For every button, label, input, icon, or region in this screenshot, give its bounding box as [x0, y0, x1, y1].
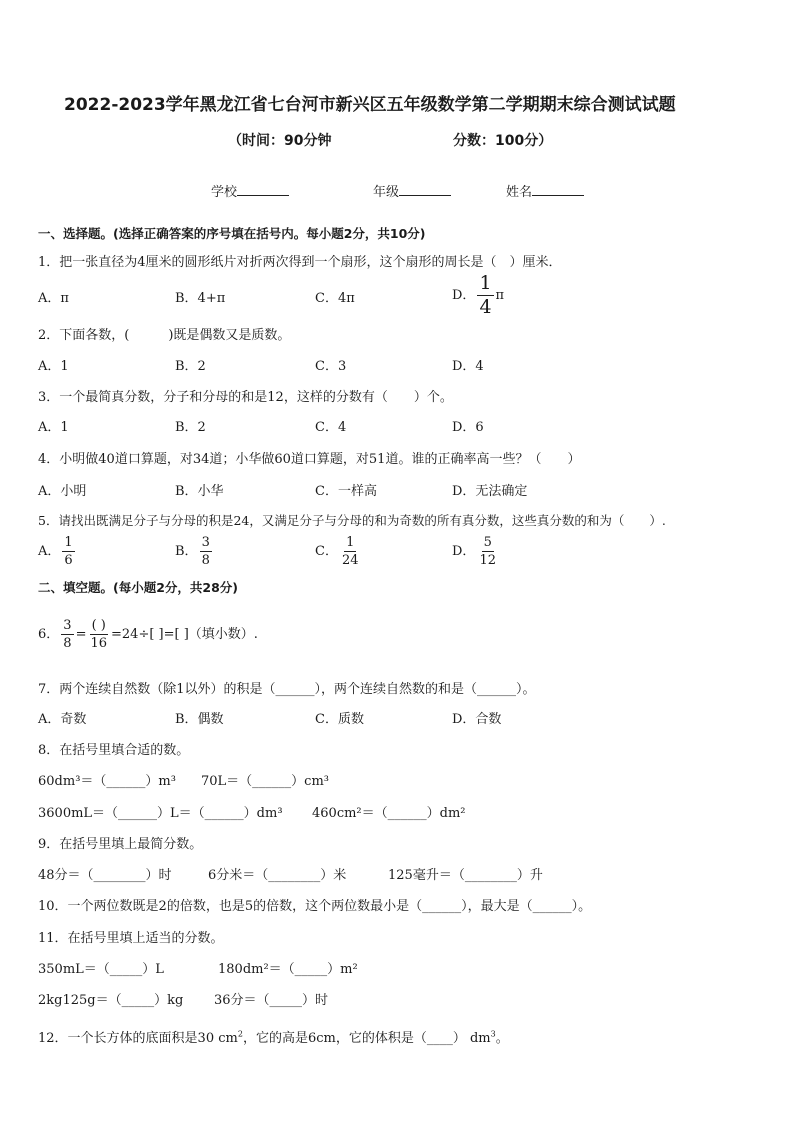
q2-stem: 2．下面各数，( )既是偶数又是质数。 [38, 328, 291, 343]
q2-option-d: D．4 [452, 359, 484, 374]
q4-stem: 4．小明做40道口算题，对34道；小华做60道口算题，对51道。谁的正确率高一些？（ ） [38, 452, 581, 467]
q3-option-b: B．2 [175, 420, 206, 435]
q4-option-a: A．小明 [38, 484, 87, 499]
q5-option-c [315, 536, 363, 567]
q1-option-b: B．4+π [175, 291, 226, 306]
fraction-denominator: 12 [479, 553, 496, 568]
q10-stem: 10．一个两位数既是2的倍数，也是5的倍数，这个两位数最小是（______），最大是（______）。 [38, 899, 592, 914]
fraction-denominator: 24 [341, 553, 359, 568]
q11-line1-a: 350mL＝（_____）L [38, 962, 164, 977]
q3-stem: 3．一个最简真分数，分子和分母的和是12，这样的分数有（ ）个。 [38, 390, 453, 405]
q6-label: 6． [38, 627, 60, 642]
q11-line1-b: 180dm²＝（_____）m² [218, 962, 358, 977]
q4-option-b: B．小华 [175, 484, 224, 499]
q4-option-d: D．无法确定 [452, 484, 528, 499]
q1-option-d [452, 274, 504, 317]
q12-stem [38, 1027, 509, 1046]
q12-pre: 12．一个长方体的底面积是30 [38, 1031, 215, 1046]
q9-b: 6分米＝（________）米 [208, 868, 347, 883]
q4-option-c: C．一样高 [315, 484, 377, 499]
fraction-numerator: 1 [64, 535, 73, 550]
grade-blank [399, 183, 451, 196]
q9-a: 48分＝（________）时 [38, 868, 172, 883]
exam-time: （时间：90分钟 [228, 133, 332, 149]
q8-stem: 8．在括号里填合适的数。 [38, 743, 190, 758]
name-field [506, 181, 584, 200]
q2-option-b: B．2 [175, 359, 206, 374]
name-label: 姓名 [506, 185, 533, 200]
page-title: 2022-2023学年黑龙江省七台河市新兴区五年级数学第二学期期末综合测试试题 [64, 95, 676, 115]
school-blank [237, 183, 289, 196]
q1-option-a: A．π [38, 291, 69, 306]
q3-option-a: A．1 [38, 420, 69, 435]
q1-option-d-tail: π [495, 288, 505, 303]
q5-option-b-label: B． [175, 544, 198, 559]
q5-option-d-fraction [477, 536, 498, 567]
q6-equals: = [75, 627, 87, 642]
section1-title: 一、选择题。(选择正确答案的序号填在括号内。每小题2分，共10分) [38, 226, 426, 241]
fraction-denominator: 8 [63, 636, 72, 651]
fraction-denominator: 8 [201, 553, 210, 568]
name-blank [532, 183, 584, 196]
q9-stem: 9．在括号里填上最简分数。 [38, 837, 203, 852]
fraction-denominator: 4 [479, 296, 492, 318]
q5-option-b [175, 536, 214, 567]
q1-option-c: C．4π [315, 291, 355, 306]
q2-option-c: C．3 [315, 359, 347, 374]
q8-line2-a: 3600mL＝（______）L＝（______）dm³ [38, 806, 283, 821]
school-field [211, 181, 289, 200]
q11-line2-b: 36分＝（_____）时 [214, 993, 329, 1008]
grade-field [373, 181, 451, 200]
q5-option-a [38, 536, 77, 567]
q6 [38, 619, 258, 650]
q5-option-a-fraction [62, 536, 74, 567]
q6-fraction-1 [61, 619, 73, 650]
q1-option-d-fraction [477, 274, 493, 317]
q9-c: 125毫升＝（________）升 [388, 868, 543, 883]
q6-fraction-2 [88, 619, 109, 650]
q11-stem: 11．在括号里填上适当的分数。 [38, 931, 224, 946]
q8-line1-b: 70L＝（______）cm³ [201, 774, 329, 789]
fraction-numerator: 3 [63, 618, 72, 633]
q7-option-d: D．合数 [452, 712, 502, 727]
fraction-denominator: 6 [64, 553, 73, 568]
q6-tail: =24÷[ ]=[ ]（填小数）. [111, 627, 258, 642]
fraction-numerator: 1 [479, 272, 492, 294]
q5-option-c-fraction [340, 536, 361, 567]
fraction-numerator: ( ) [91, 618, 106, 633]
q2-option-a: A．1 [38, 359, 69, 374]
q7-option-b: B．偶数 [175, 712, 224, 727]
q1-stem: 1．把一张直径为4厘米的圆形纸片对折两次得到一个扇形，这个扇形的周长是（ ）厘米． [38, 255, 562, 270]
q8-line1-a: 60dm³＝（______）m³ [38, 774, 176, 789]
fraction-numerator: 3 [201, 535, 210, 550]
fraction-denominator: 16 [90, 636, 108, 651]
q5-option-d-label: D． [452, 544, 476, 559]
q7-option-c: C．质数 [315, 712, 364, 727]
q12-mid: ，它的高是6cm，它的体积是（____） [242, 1031, 466, 1046]
q12-end: 。 [495, 1031, 509, 1046]
school-label: 学校 [211, 185, 238, 200]
q11-line2-a: 2kg125g＝（_____）kg [38, 993, 184, 1008]
q12-unit-volume: $dm^3$ [469, 1029, 496, 1046]
q8-line2-b: 460cm²＝（______）dm² [312, 806, 466, 821]
exam-score: 分数：100分） [453, 133, 553, 149]
fraction-numerator: 1 [346, 535, 355, 550]
q5-stem: 5．请找出既满足分子与分母的积是24，又满足分子与分母的和为奇数的所有真分数，这些真分数的和为（ ）. [38, 513, 666, 528]
grade-label: 年级 [373, 185, 400, 200]
q7-option-a: A．奇数 [38, 712, 87, 727]
q5-option-a-label: A． [38, 544, 61, 559]
fraction-numerator: 5 [483, 535, 492, 550]
q7-stem: 7．两个连续自然数（除1以外）的积是（______），两个连续自然数的和是（______）。 [38, 682, 536, 697]
section2-title: 二、填空题。(每小题2分，共28分) [38, 580, 239, 595]
q5-option-d [452, 536, 500, 567]
q5-option-c-label: C． [315, 544, 338, 559]
q5-option-b-fraction [200, 536, 212, 567]
q12-unit-area: $cm^2$ [218, 1029, 243, 1046]
q3-option-c: C．4 [315, 420, 347, 435]
q3-option-d: D．6 [452, 420, 484, 435]
q1-option-d-label: D． [452, 288, 476, 303]
